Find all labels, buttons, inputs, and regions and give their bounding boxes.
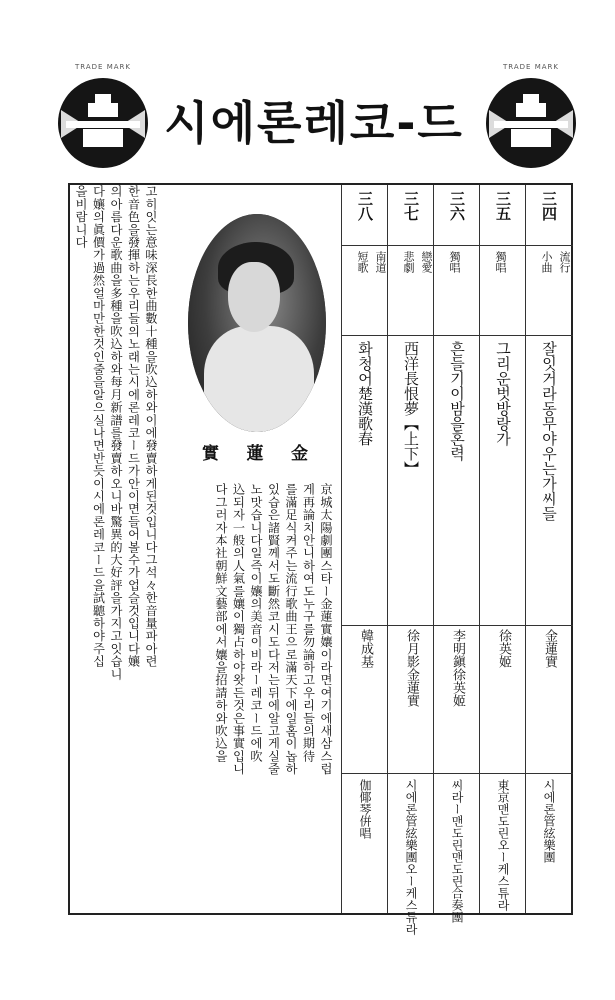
divider-subtitle — [341, 335, 573, 336]
divider-artist — [341, 773, 573, 774]
record-accompaniment-text: 시에론管絃樂團 — [542, 779, 556, 863]
record-title-text: 잘잇거라동무야우는가씨들 — [540, 341, 558, 521]
body-text — [76, 185, 336, 913]
record-number-text: 三七 — [402, 191, 420, 221]
record-column — [479, 185, 525, 913]
record-number-text: 三四 — [540, 191, 558, 221]
record-artist-text: 徐英姬 — [496, 629, 511, 668]
record-number — [526, 191, 572, 247]
record-title — [342, 341, 388, 621]
subtitle-line: 戀愛 — [420, 251, 433, 273]
record-subtitle — [480, 251, 530, 331]
subtitle-line: 悲劇 — [402, 251, 415, 273]
record-subtitle — [434, 251, 484, 331]
body-text-line: 있습은諸賢께서도斷然코시도다저는뒤에알고게실줄 — [266, 483, 281, 776]
record-accompaniment-text: 시에론管絃樂團오ー케스튜라 — [404, 779, 418, 935]
trademark-label-right: TRADE MARK — [503, 63, 559, 71]
record-artist — [388, 629, 434, 769]
record-number — [342, 191, 388, 247]
record-title — [388, 341, 434, 621]
body-text-line: 다孃의眞價가過然얼마만한것인줄을알으실나면반듯이시에론레코ー드을試聽하야주십 — [91, 185, 106, 668]
record-accompaniment-text: 東京맨도린오ー케스튜라 — [496, 779, 510, 911]
content-frame — [68, 183, 573, 935]
body-text-line: 고히잇는意味深長한曲數十種을吹込하와이에發賣하게된것입니다그석々한音量파아련 — [144, 185, 158, 668]
body-text-line: 의아름다운歌曲을多種을吹込하와每月新譜를發賣하오니바驚異的大好評을가지고잇습니 — [109, 185, 123, 681]
body-text-line: 을비람니다 — [74, 185, 88, 249]
record-title — [480, 341, 526, 621]
record-number-text: 三五 — [494, 191, 512, 221]
caption-char: 蓮 — [246, 444, 268, 464]
record-title — [434, 341, 480, 621]
body-text-line: 한音色을發揮하는우리들의노래는시에론레코ー드가안이면들어볼수가업슬것입니다孃 — [126, 185, 141, 668]
record-number — [388, 191, 434, 247]
record-number-text: 三六 — [448, 191, 466, 221]
caption-char: 實 — [202, 444, 223, 464]
record-artist-text: 徐月影金蓮實 — [404, 629, 419, 707]
subtitle-line: 短歌 — [356, 251, 369, 273]
record-artist-text: 韓成基 — [358, 629, 373, 668]
record-artist — [342, 629, 388, 769]
subtitle-line: 小曲 — [540, 251, 553, 273]
subtitle-line: 流行 — [558, 251, 571, 273]
record-artist-text: 金蓮實 — [542, 629, 557, 668]
record-column — [433, 185, 479, 923]
body-text-line: 노맛습니다일즉이孃의美音이비라ー레코ー드에吹 — [249, 483, 263, 763]
record-artist-text: 李明鎭徐英姬 — [450, 629, 465, 707]
divider-title — [341, 625, 573, 626]
trademark-logo-right — [486, 63, 576, 168]
record-artist — [480, 629, 526, 769]
record-title-text: 西洋長恨夢【上下】 — [402, 341, 420, 476]
brand-title: 시에론레코-드 — [164, 96, 464, 150]
body-text-line: 京城太陽劇團스타ー金蓮實孃이라면여기에새삼스럽 — [319, 483, 333, 776]
body-text-line: 를滿足식켜주는流行歌曲王으로滿天下에일홈이놉하 — [284, 483, 298, 776]
record-number — [434, 191, 480, 247]
divider-number — [341, 245, 573, 246]
record-accompaniment — [388, 779, 434, 935]
trademark-label-left: TRADE MARK — [75, 63, 131, 71]
record-title-text: 흔들기이밤을혼력 — [448, 341, 466, 461]
record-accompaniment-text: 씨라ー맨도린맨도린合奏團 — [450, 779, 464, 923]
record-accompaniment — [342, 779, 388, 909]
caption-char: 金 — [291, 444, 312, 464]
body-text-line: 다그러자本社朝鮮文藝部에서孃을招請하와吹込을 — [214, 483, 228, 763]
record-title — [526, 341, 572, 621]
brand-header — [52, 60, 573, 178]
record-column — [341, 185, 387, 913]
record-title-text: 그리운벗방랑가 — [494, 341, 512, 446]
record-accompaniment — [480, 779, 526, 909]
record-accompaniment — [526, 779, 572, 909]
subtitle-line: 獨唱 — [448, 251, 461, 273]
record-column — [387, 185, 433, 935]
record-number — [480, 191, 526, 247]
body-text-line: 게再論치안니하여도누구를勿論하고우리들의期待 — [301, 483, 316, 763]
body-text-line: 込되자一般의人氣를孃이獨占하야왓든것은事實입니 — [231, 483, 246, 776]
record-column — [525, 185, 571, 913]
record-subtitle — [526, 251, 576, 331]
record-artist — [526, 629, 572, 769]
record-number-text: 三八 — [356, 191, 374, 221]
record-title-text: 화청어楚漢歌春 — [356, 341, 374, 446]
subtitle-line: 南道 — [374, 251, 387, 273]
record-artist — [434, 629, 480, 769]
record-subtitle — [388, 251, 438, 331]
record-accompaniment-text: 伽倻琴倂唱 — [358, 779, 372, 839]
subtitle-line: 獨唱 — [494, 251, 507, 273]
record-accompaniment — [434, 779, 480, 923]
record-subtitle — [342, 251, 392, 331]
trademark-logo-left — [58, 63, 148, 168]
